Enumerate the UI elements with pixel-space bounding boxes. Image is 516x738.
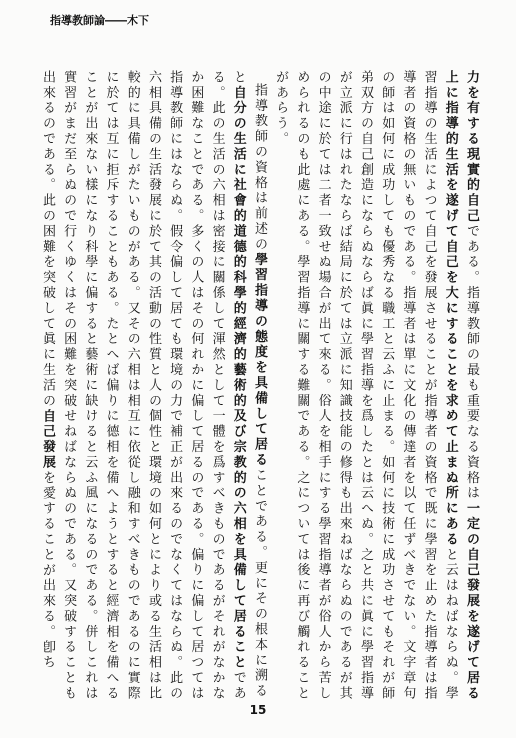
running-header: 指導教師論――木下: [50, 14, 149, 27]
text-run: 自己發展: [39, 408, 55, 471]
text-run: 一定の自己發展を遂げて居る上に指導的生活を遂げて自己を大にすることを求めて止まぬ所にある: [442, 70, 479, 702]
paragraph-2: [37, 70, 270, 710]
text-run: である。指導教師の最も重要なる資格は: [464, 224, 479, 502]
text-run: である。此の生活の六相は密接に關係して渾然として一體を爲すべきものであるがそれがなかなか困難なことである。多くの人はその何れかに偏して居るのである。偏りに偏して居つては指導教師にはならぬ。假令偏して居ても環境の力で補正が出來るのでなくてはならぬ。此の六相具備の生活發展に於て其の活動の性質と人の個性と環境の如何とにより或る生活相は比較的に具備しがたいものがある。又その六相は相互に依從し融和すべきものであるのに實際に於ては互に拒斥することもある。たとへば偏りに德相を備へようとすると經濟相を備へることが出來ない樣になり科學に偏すると藝術に缺けると云ふ風になるのである。併しこれは實習がまだ至らぬので行くゆくはその困難を突破せねばならぬのである。又突破することも出來るのである。此の困難を突破して眞に生活の: [39, 70, 246, 702]
text-run: 力を有する現實的自己: [464, 70, 479, 224]
text-run: ことである。更にその根本に溯ると: [230, 70, 267, 700]
text-run: 指導教師の資格は前述の: [251, 83, 267, 253]
text-run: 學習指導の態度を具備して居る: [251, 252, 267, 469]
page-number: 15: [249, 703, 267, 717]
text-run: と云はねばならぬ。學習指導の生活によつて自己を發展させることが指導者の資格で既に學習を止めた指導者は指導者の資格の無いものである。指導者は單に文化の傳達者を以て任ずべきでない。文字章句の師は如何に成功しても優秀なる職工と云ふに止まる。如何に技術に成功させてもそれが師弟双方の自己創造にならぬならば眞に學習指導を爲したとは云へぬ。之と共に眞に學習指導が立派に行はれたならば結局に於ては立派に知識技能の修得も出來ねばならぬのであるが其の中途に於ては二者一致せぬ場合が出て來る。俗人を相手にする學習指導者が俗人から苦しめられるのも此處にある。學習指導に關する難關である。之については後に再び觸れることがあらう。: [273, 70, 458, 702]
text-run: を愛することが出來る。卽ち: [39, 470, 55, 671]
paragraph-1: [270, 70, 482, 710]
body-text: [39, 70, 482, 710]
text-run: 自分の生活に社會的道德的科學的經濟的藝術的及び宗教的の六相を具備して居ること: [230, 85, 246, 671]
